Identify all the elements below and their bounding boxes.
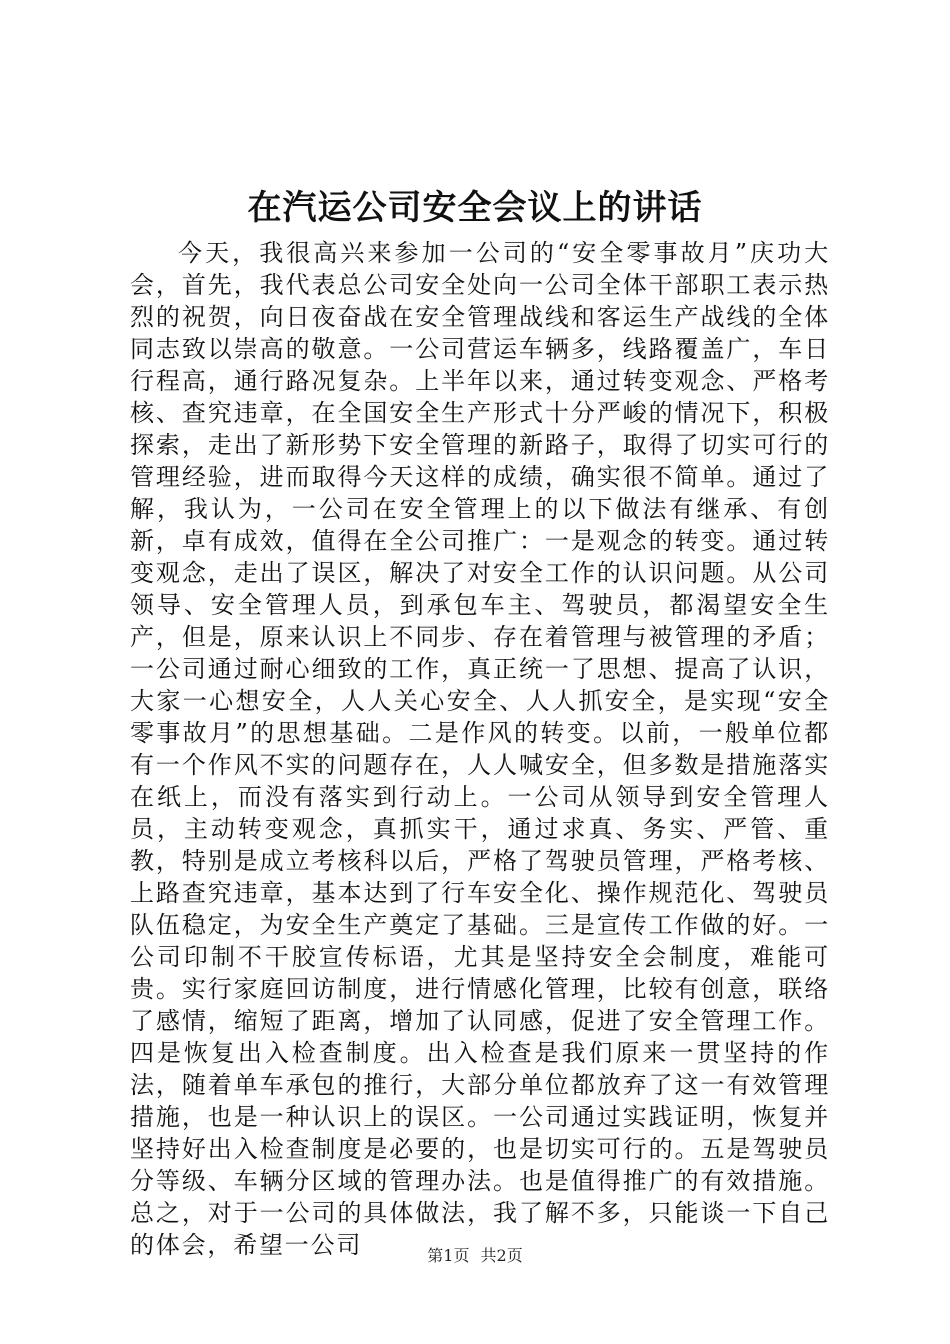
document-title: 在汽运公司安全会议上的讲话 xyxy=(247,188,703,228)
body-paragraph: 今天，我很高兴来参加一公司的“安全零事故月”庆功大会，首先，我代表总公司安全处向一公司全体干部职工表示热烈的祝贺，向日夜奋战在安全管理战线和客运生产战线的全体同志致以崇高的敬意。一公司营运车辆多，线路覆盖广，车日行程高，通行路况复杂。上半年以来，通过转变观念、严格考核、查究违章，在全国安全生产形式十分严峻的情况下，积极探索，走出了新形势下安全管理的新路子，取得了切实可行的管理经验，进而取得今天这样的成绩，确实很不简单。通过了解，我认为，一公司在安全管理上的以下做法有继承、有创新，卓有成效，值得在全公司推广：一是观念的转变。通过转变观念，走出了误区，解决了对安全工作的认识问题。从公司领导、安全管理人员，到承包车主、驾驶员，都渴望安全生产，但是，原来认识上不同步、存在着管理与被管理的矛盾；一公司通过耐心细致的工作，真正统一了思想、提高了认识，大家一心想安全，人人关心安全、人人抓安全，是实现“安全零事故月”的思想基础。二是作风的转变。以前，一般单位都有一个作风不实的问题存在，人人喊安全，但多数是措施落实在纸上，而没有落实到行动上。一公司从领导到安全管理人员，主动转变观念，真抓实干，通过求真、务实、严管、重教，特别是成立考核科以后，严格了驾驶员管理，严格考核、上路查究违章，基本达到了行车安全化、操作规范化、驾驶员队伍稳定，为安全生产奠定了基础。三是宣传工作做的好。一公司印制不干胶宣传标语，尤其是坚持安全会制度，难能可贵。实行家庭回访制度，进行情感化管理，比较有创意，联络了感情，缩短了距离，增加了认同感，促进了安全管理工作。四是恢复出入检查制度。出入检查是我们原来一贯坚持的作法，随着单车承包的推行，大部分单位都放弃了这一有效管理措施，也是一种认识上的误区。一公司通过实践证明，恢复并坚持好出入检查制度是必要的，也是切实可行的。五是驾驶员分等级、车辆分区域的管理办法。也是值得推广的有效措施。总之，对于一公司的具体做法，我了解不多，只能谈一下自己的体会，希望一公司 xyxy=(130,239,830,1259)
page-total: 共2页 xyxy=(480,1246,523,1265)
page-number: 第1页 xyxy=(427,1246,470,1265)
page-footer xyxy=(0,1246,950,1266)
